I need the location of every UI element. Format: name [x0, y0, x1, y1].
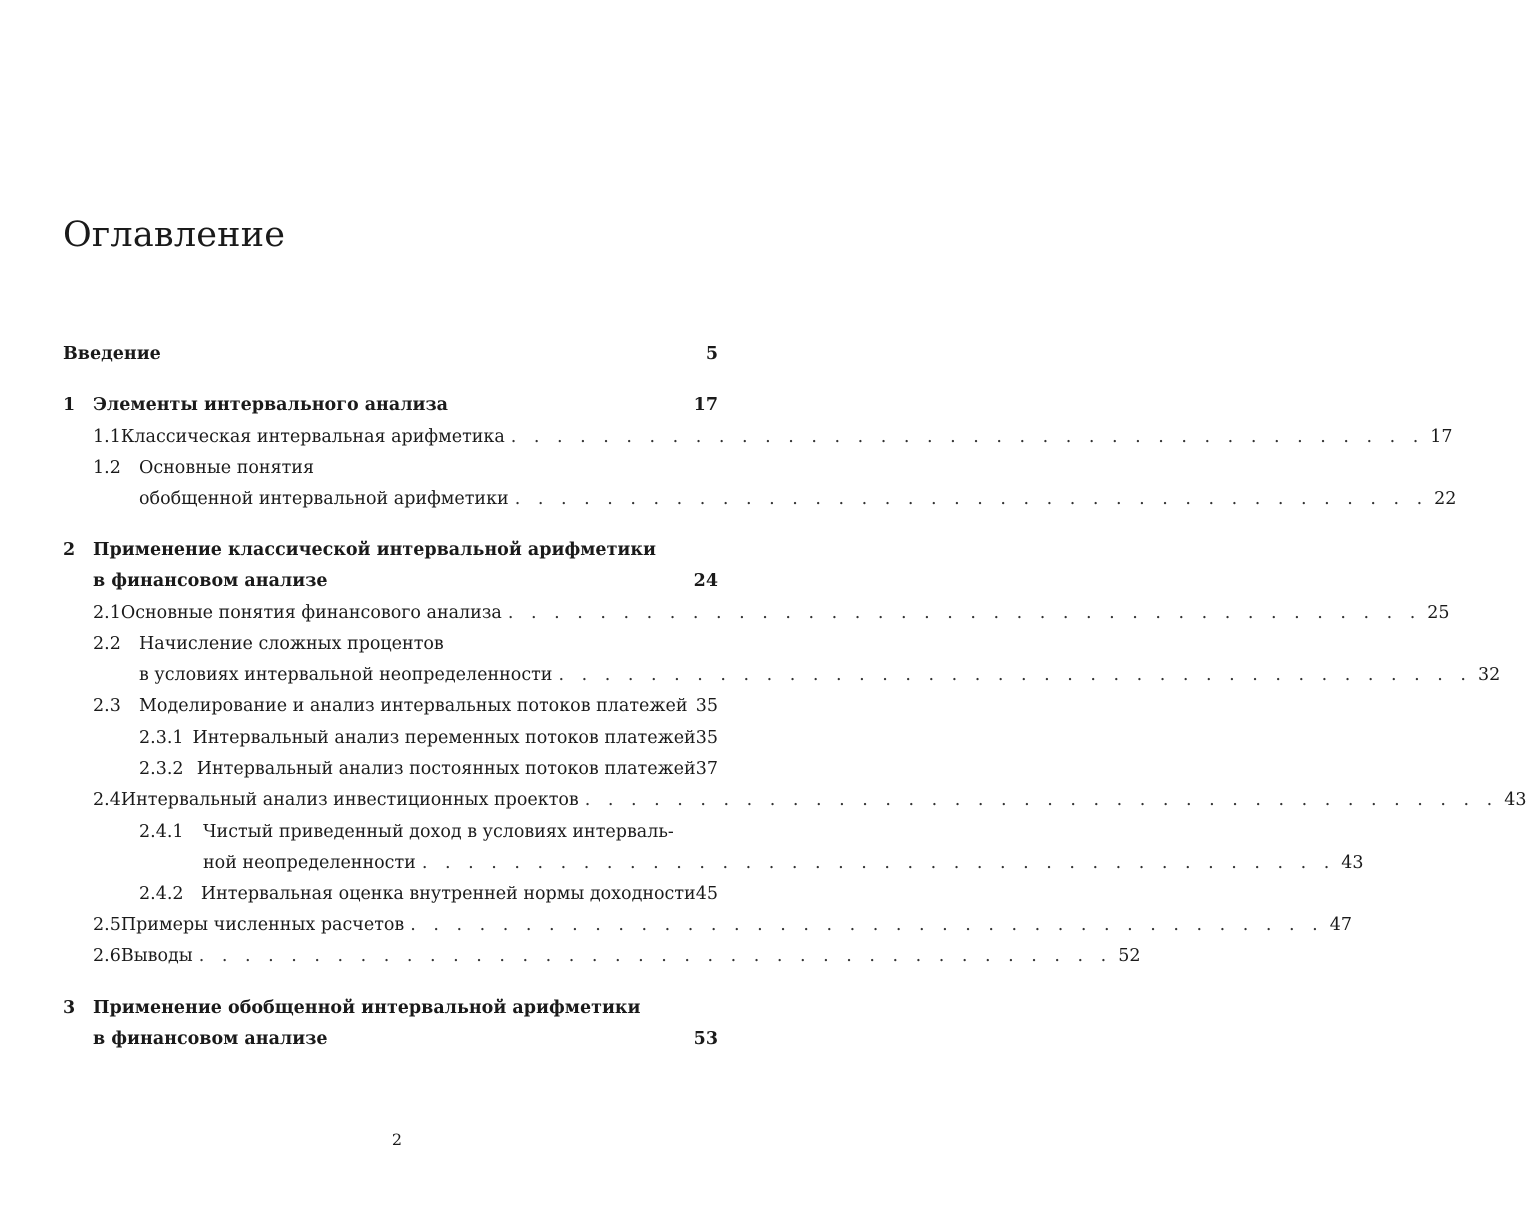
toc-title: Чистый приведенный доход в условиях интерваль- — [203, 822, 674, 842]
toc-number: 3 — [63, 998, 76, 1018]
toc-title-continued: в финансовом анализе — [93, 1029, 328, 1049]
toc-number: 2.4.1 — [139, 822, 184, 842]
toc-page: 35 — [695, 728, 718, 748]
toc-page: 25 — [1427, 603, 1450, 623]
toc-leader: . . . . . . . . . . . . . . . . . . . . . . . . . . . . . . . . . . . . . . . . — [198, 946, 1113, 966]
toc-title-continued: в условиях интервальной неопределенности — [139, 665, 553, 685]
toc-subsection-2-4-2[interactable] — [139, 881, 718, 907]
toc-page: 17 — [1430, 427, 1453, 447]
toc-page: 24 — [693, 571, 718, 591]
toc-number: 2.2 — [93, 634, 121, 654]
toc-title: Интервальный анализ постоянных потоков платежей — [196, 759, 696, 779]
toc-number: 2 — [63, 540, 76, 560]
toc-number: 2.4 — [93, 790, 121, 810]
toc-page: 47 — [1329, 915, 1353, 935]
toc-subsection-2-4-1-line2[interactable] — [203, 850, 1364, 876]
toc-section-2-1[interactable] — [93, 600, 1450, 626]
toc-leader: . . . . . . . . . . . . . . . . . . . . . . . . . . . . . . . . . . . . . . . . — [558, 665, 1472, 685]
toc-subsection-2-4-1-line1[interactable] — [139, 819, 718, 845]
toc-title: Основные понятия — [139, 458, 314, 478]
toc-title: Интервальный анализ переменных потоков платежей — [192, 728, 696, 748]
toc-number: 2.6 — [93, 946, 121, 966]
toc-section-2-2-line1[interactable] — [93, 631, 718, 657]
toc-title: Введение — [63, 344, 161, 364]
toc-title: Интервальная оценка внутренней нормы доходности — [200, 884, 696, 904]
toc-title: Основные понятия финансового анализа — [120, 603, 502, 623]
toc-number: 2.4.2 — [139, 884, 184, 904]
toc-page: 22 — [1434, 489, 1457, 509]
toc-page: 32 — [1477, 665, 1501, 685]
toc-chapter-3-line2[interactable] — [93, 1026, 718, 1052]
toc-page: 45 — [695, 884, 718, 904]
toc-title: Примеры численных расчетов — [120, 915, 405, 935]
toc-page: 17 — [693, 395, 718, 415]
page-title: Оглавление — [63, 215, 286, 255]
toc-number: 1.1 — [93, 427, 121, 447]
toc-leader: . . . . . . . . . . . . . . . . . . . . . . . . . . . . . . . . . . . . . . . . — [584, 790, 1499, 810]
toc-chapter-3-line1[interactable] — [63, 995, 718, 1021]
toc-subsection-2-3-2[interactable] — [139, 756, 718, 782]
toc-number: 1 — [63, 395, 76, 415]
toc-number: 1.2 — [93, 458, 121, 478]
toc-chapter-2-line1[interactable] — [63, 537, 718, 563]
toc-title: Начисление сложных процентов — [139, 634, 444, 654]
toc-page: 43 — [1504, 790, 1527, 810]
toc-page: 43 — [1341, 853, 1364, 873]
toc-title: Применение обобщенной интервальной арифметики — [93, 998, 641, 1018]
toc-section-2-5[interactable] — [93, 912, 1353, 938]
toc-number: 2.3.2 — [139, 759, 184, 779]
toc-section-2-4[interactable] — [93, 787, 1527, 813]
toc-leader: . . . . . . . . . . . . . . . . . . . . . . . . . . . . . . . . . . . . . . . . — [410, 915, 1324, 935]
toc-number: 2.3.1 — [139, 728, 184, 748]
toc-leader: . . . . . . . . . . . . . . . . . . . . . . . . . . . . . . . . . . . . . . . . — [514, 489, 1429, 509]
toc-title: Выводы — [120, 946, 193, 966]
toc-page: 53 — [693, 1029, 718, 1049]
toc-section-2-3[interactable] — [93, 693, 718, 719]
toc-section-2-2-line2[interactable] — [139, 662, 1501, 688]
page-number: 2 — [391, 1130, 403, 1149]
toc-page: 37 — [695, 759, 718, 779]
toc-section-2-6[interactable] — [93, 943, 1141, 969]
toc-title-continued: обобщенной интервальной арифметики — [139, 489, 509, 509]
toc-title: Моделирование и анализ интервальных потоков платежей — [139, 696, 688, 716]
toc-title: Классическая интервальная арифметика — [120, 427, 505, 447]
toc-title-continued: ной неопределенности — [203, 853, 416, 873]
toc-section-1-2-line1[interactable] — [93, 455, 718, 481]
toc-number: 2.3 — [93, 696, 121, 716]
toc-page: 35 — [695, 696, 718, 716]
toc-title: Интервальный анализ инвестиционных проектов — [120, 790, 579, 810]
toc-entry-intro[interactable] — [63, 341, 718, 367]
toc-leader: . . . . . . . . . . . . . . . . . . . . . . . . . . . . . . . . . . . . . . . . — [510, 427, 1425, 447]
toc-section-1-2-line2[interactable] — [139, 486, 1457, 512]
toc-leader: . . . . . . . . . . . . . . . . . . . . . . . . . . . . . . . . . . . . . . . . — [421, 853, 1336, 873]
toc-title-continued: в финансовом анализе — [93, 571, 328, 591]
toc-title: Применение классической интервальной арифметики — [93, 540, 657, 560]
toc-subsection-2-3-1[interactable] — [139, 725, 718, 751]
toc-section-1-1[interactable] — [93, 424, 1453, 450]
toc-title: Элементы интервального анализа — [93, 395, 449, 415]
toc-number: 2.5 — [93, 915, 121, 935]
toc-chapter-2-line2[interactable] — [93, 568, 718, 594]
toc-number: 2.1 — [93, 603, 121, 623]
toc-leader: . . . . . . . . . . . . . . . . . . . . . . . . . . . . . . . . . . . . . . . . — [507, 603, 1422, 623]
toc-page: 52 — [1118, 946, 1141, 966]
toc-page: 5 — [705, 344, 718, 364]
toc-chapter-1[interactable] — [63, 392, 718, 418]
